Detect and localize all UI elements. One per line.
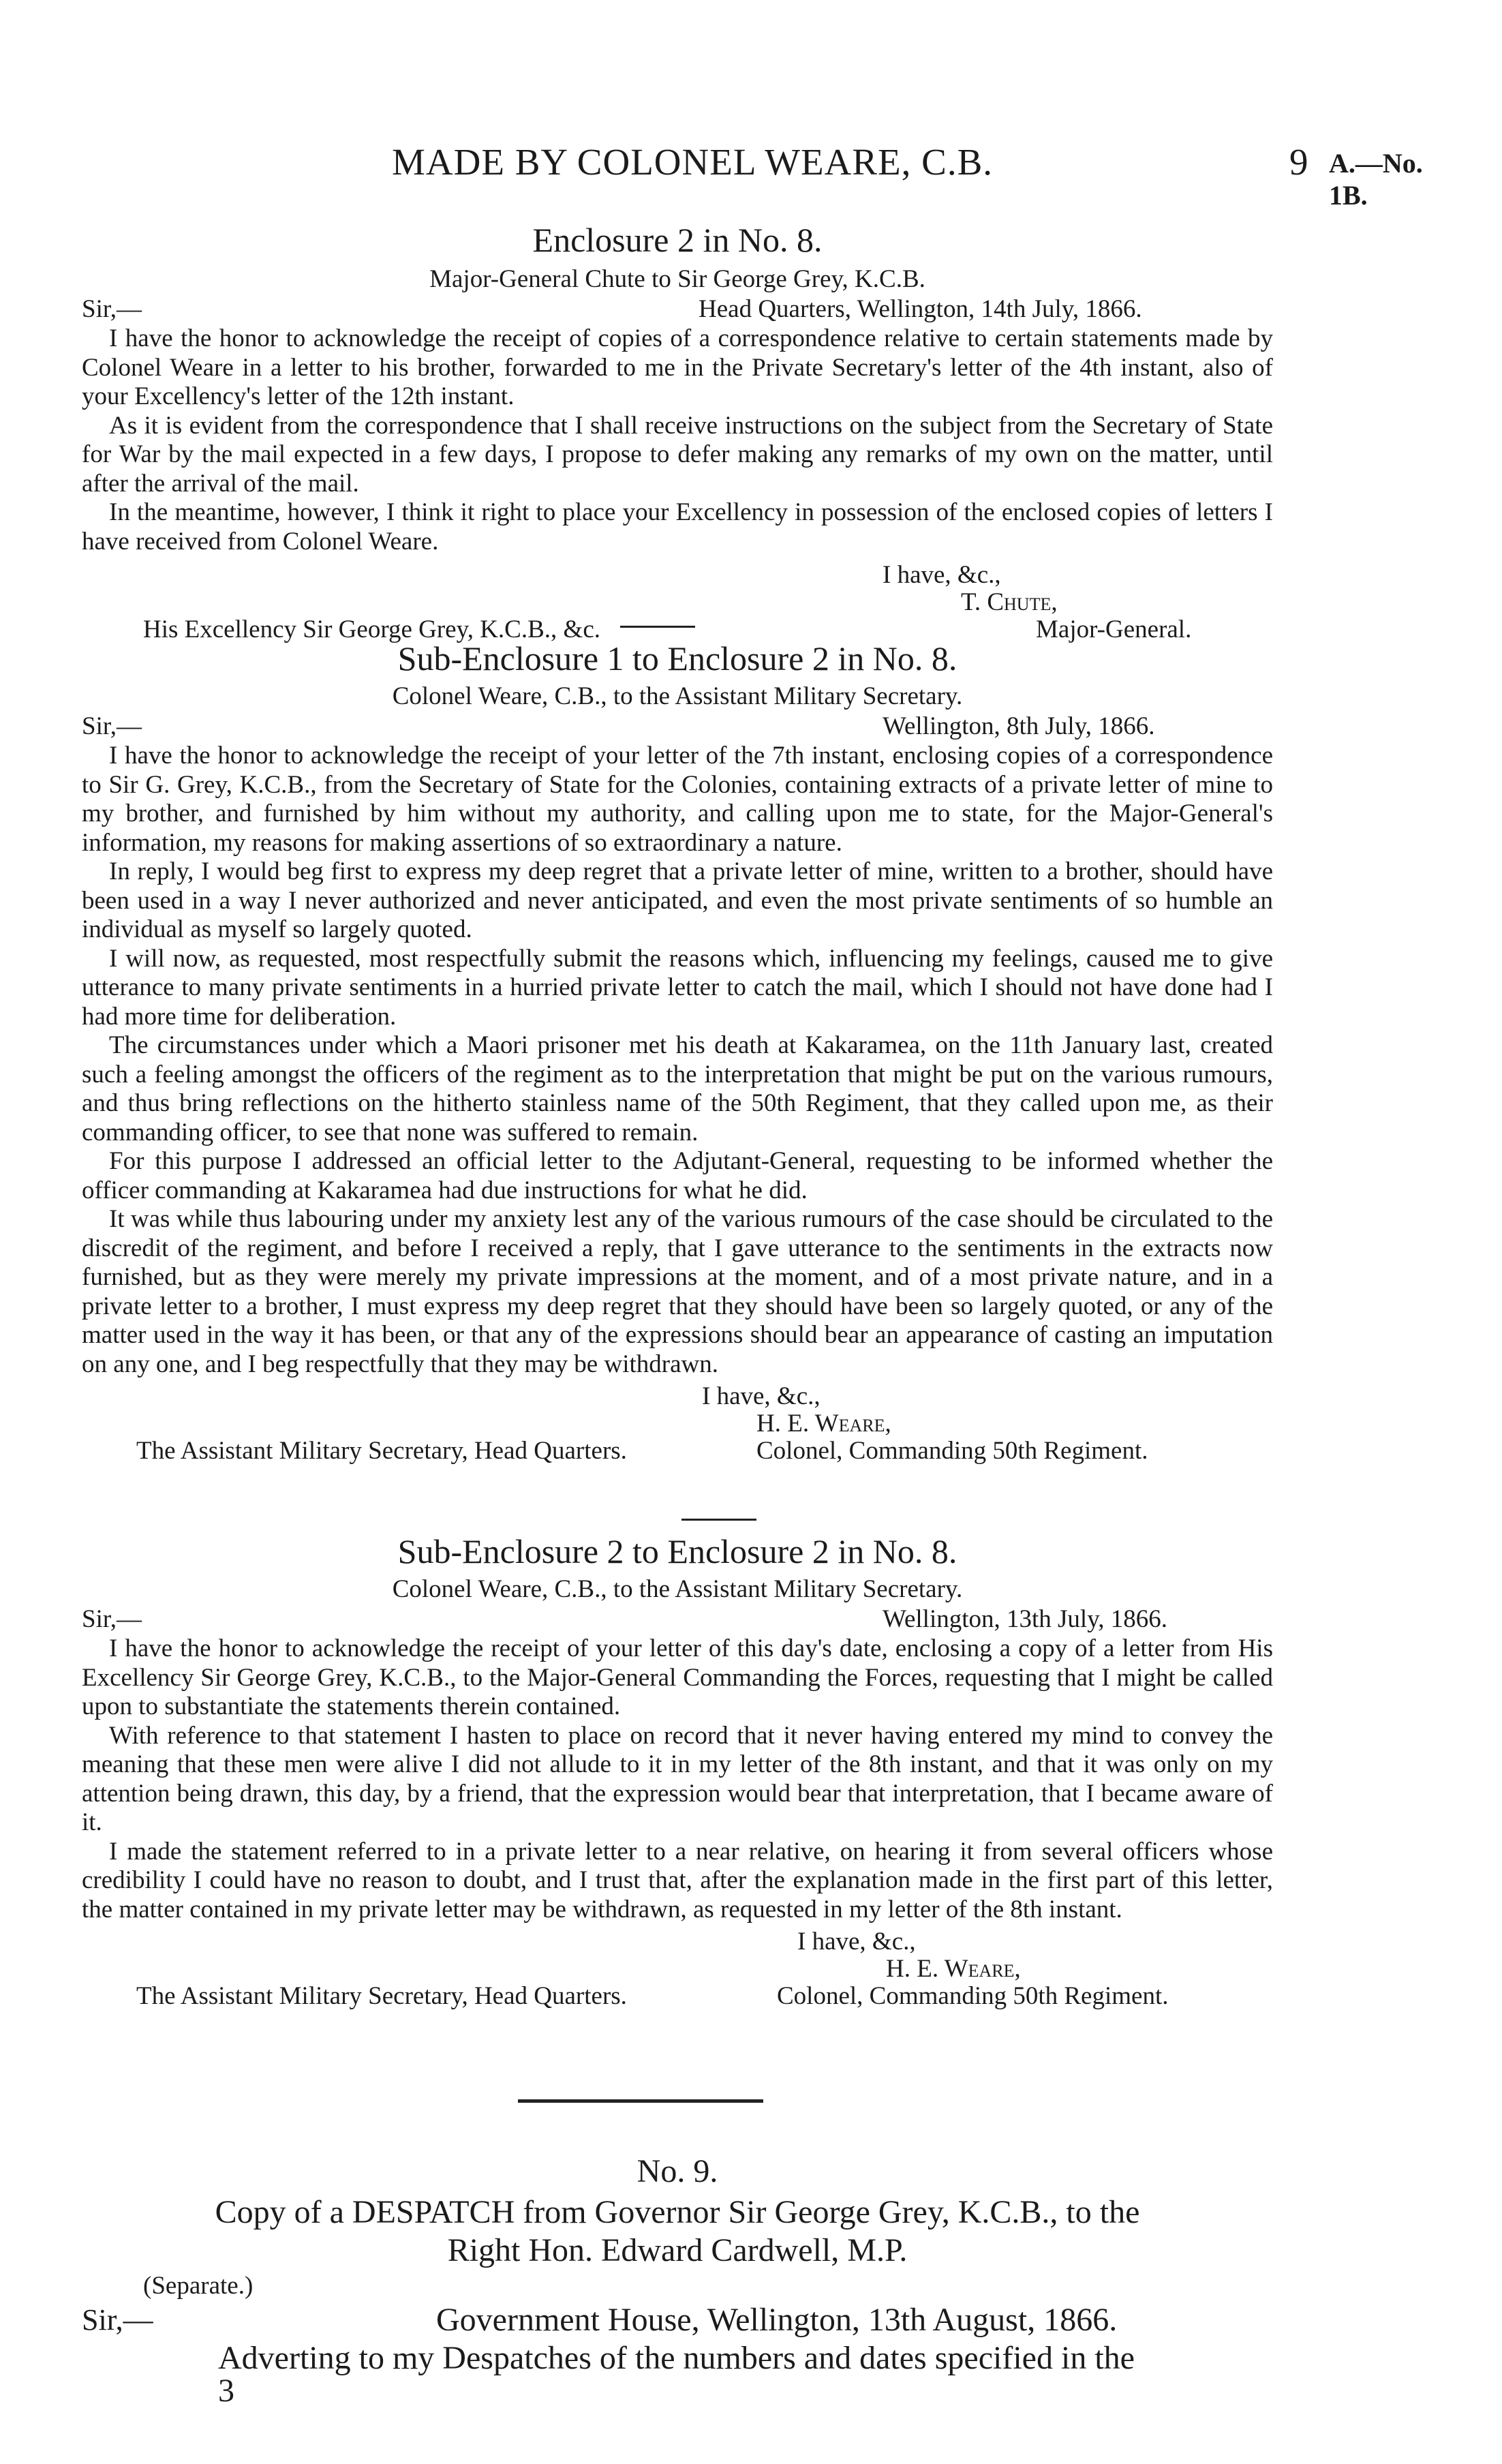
- salutation: Sir,—: [82, 295, 142, 324]
- place-date: Head Quarters, Wellington, 14th July, 1866.: [699, 295, 1142, 324]
- enclosure-from: Colonel Weare, C.B., to the Assistant Military Secretary.: [392, 1575, 963, 1603]
- paragraph: I made the statement referred to in a private letter to a near relative, on hearing it from several officers whose credibility I could have no reason to doubt, and I trust that, after the explanation made in the first part of this letter, the matter contained in my private letter may be withdrawn, as requested in my letter of the 8th instant.: [82, 1837, 1273, 1923]
- enclosure-2: [82, 219, 1273, 642]
- salutation-row: [82, 294, 1273, 324]
- paper-reference: A.—No. 1B.: [1329, 148, 1423, 211]
- sub-enclosure-1: [82, 638, 1273, 1463]
- enclosure-title: Sub-Enclosure 2 to Enclosure 2 in No. 8.: [397, 1532, 957, 1570]
- place-date: Wellington, 13th July, 1866.: [883, 1605, 1168, 1634]
- paragraph: With reference to that statement I hasten to place on record that it never having entered my mind to convey the meaning that these men were alive I did not allude to it in my letter of the 8th instant, and that it was only on my attention being drawn, this day, by a friend, that the expression would bear that interpretation, that I became aware of it.: [82, 1721, 1273, 1837]
- section-divider-heavy: [518, 2099, 763, 2103]
- despatch-title-line-1: Copy of a DESPATCH from Governor Sir George Grey, K.C.B., to the: [215, 2194, 1140, 2230]
- section-divider: [681, 1519, 756, 1521]
- signature-block: [82, 1382, 1273, 1463]
- salutation: Sir,—: [82, 712, 142, 741]
- paragraph: I have the honor to acknowledge the receipt of your letter of this day's date, enclosing a copy of a letter from His Excellency Sir George Grey, K.C.B., to the Major-General Commanding the Forces, requesting that I might be called upon to substantiate the statements therein contained.: [82, 1634, 1273, 1721]
- salutation-row: [82, 1604, 1273, 1634]
- paragraph: As it is evident from the correspondence that I shall receive instructions on the subject from the Secretary of State for War by the mail expected in a few days, I propose to defer making any remarks of my own on the matter, until after the arrival of the mail.: [82, 411, 1273, 498]
- paragraph: I will now, as requested, most respectfully submit the reasons which, influencing my feelings, caused me to give utterance to many private sentiments in a hurried private letter to catch the mail, which I should not have done had I had more time for deliberation.: [82, 944, 1273, 1031]
- addressee: The Assistant Military Secretary, Head Quarters.: [136, 1437, 627, 1465]
- paragraph: It was while thus labouring under my anxiety lest any of the various rumours of the case should be circulated to the discredit of the regiment, and before I received a reply, that I gave utterance to the sentiments in the extracts now furnished, but as they were merely my private impressions at the moment, and of a most private nature, and in a private letter to a brother, I must express my deep regret that they should have been so largely quoted, or any of the matter used in the way it has been, or that any of the expressions should bear an appearance of casting an imputation on any one, and I beg respectfully that they may be withdrawn.: [82, 1205, 1273, 1378]
- paragraph: In reply, I would beg first to express my deep regret that a private letter of mine, written to a brother, should have been used in a way I never authorized and never anticipated, and even the most private sentiments of so humble an individual as myself so largely quoted.: [82, 857, 1273, 944]
- addressee: The Assistant Military Secretary, Head Quarters.: [136, 1982, 627, 2011]
- paragraph: I have the honor to acknowledge the receipt of copies of a correspondence relative to certain statements made by Colonel Weare in a letter to his brother, forwarded to me in the Private Secretary's letter of the 4th instant, also of your Excellency's letter of the 12th instant.: [82, 324, 1273, 411]
- enclosure-title: Enclosure 2 in No. 8.: [532, 221, 823, 259]
- signer: H. E. Weare,: [886, 1955, 1021, 1983]
- despatch-number: No. 9.: [637, 2153, 718, 2189]
- enclosure-from: Colonel Weare, C.B., to the Assistant Military Secretary.: [392, 682, 963, 710]
- addressee: His Excellency Sir George Grey, K.C.B., &c.: [143, 615, 600, 644]
- letter-body: [82, 742, 1273, 1379]
- page-number: 9: [1289, 141, 1308, 183]
- paragraph: I have the honor to acknowledge the receipt of your letter of the 7th instant, enclosing copies of a correspondence to Sir G. Grey, K.C.B., from the Secretary of State for the Colonies, containing extracts of a private letter of mine to my brother, and furnished by him without my authority, and calling upon me to state, for the Major-General's information, my reasons for making assertions of so extraordinary a nature.: [82, 742, 1273, 857]
- signature-block: [82, 1927, 1273, 2009]
- salutation: Sir,—: [82, 2303, 153, 2337]
- running-header: [82, 140, 1431, 211]
- signer-rank: Colonel, Commanding 50th Regiment.: [756, 1437, 1148, 1465]
- signature-block: [82, 560, 1273, 642]
- signer: T. Chute,: [961, 588, 1058, 617]
- despatch-title-line-2: Right Hon. Edward Cardwell, M.P.: [447, 2232, 908, 2268]
- despatch-no-9: [82, 2153, 1273, 2410]
- opening-line: Adverting to my Despatches of the numbers and dates specified in the: [218, 2340, 1135, 2377]
- paragraph: The circumstances under which a Maori prisoner met his death at Kakaramea, on the 11th January last, created such a feeling amongst the officers of the regiment as to the interpretation that might be put on the various rumours, and thus bring reflections on the hitherto stainless name of the 50th Regiment, that they called upon me, as their commanding officer, to see that none was suffered to remain.: [82, 1031, 1273, 1146]
- letter-body: [82, 324, 1273, 556]
- sub-enclosure-2: [82, 1531, 1273, 2009]
- header-title: MADE BY COLONEL WEARE, C.B.: [392, 141, 994, 183]
- enclosure-from: Major-General Chute to Sir George Grey, K.C.B.: [429, 265, 925, 293]
- signature-mark: 3: [218, 2373, 234, 2409]
- closing: I have, &c.,: [797, 1928, 916, 1956]
- enclosure-title: Sub-Enclosure 1 to Enclosure 2 in No. 8.: [397, 639, 957, 678]
- closing: I have, &c.,: [702, 1382, 821, 1411]
- paragraph: In the meantime, however, I think it right to place your Excellency in possession of the enclosed copies of letters I have received from Colonel Weare.: [82, 498, 1273, 556]
- place-date: Wellington, 8th July, 1866.: [883, 712, 1155, 741]
- closing: I have, &c.,: [883, 561, 1001, 590]
- salutation: Sir,—: [82, 1605, 142, 1634]
- paragraph: For this purpose I addressed an official letter to the Adjutant-General, requesting to be informed whether the officer commanding at Kakaramea had due instructions for what he did.: [82, 1147, 1273, 1204]
- letter-body: [82, 1634, 1273, 1924]
- section-divider: [620, 626, 695, 628]
- place-date: Government House, Wellington, 13th August, 1866.: [436, 2302, 1118, 2339]
- signer: H. E. Weare,: [756, 1410, 891, 1438]
- signer-rank: Colonel, Commanding 50th Regiment.: [777, 1982, 1169, 2011]
- separate-note: (Separate.): [143, 2272, 254, 2300]
- signer-rank: Major-General.: [1036, 615, 1192, 644]
- salutation-row: [82, 2301, 1273, 2339]
- salutation-row: [82, 712, 1273, 742]
